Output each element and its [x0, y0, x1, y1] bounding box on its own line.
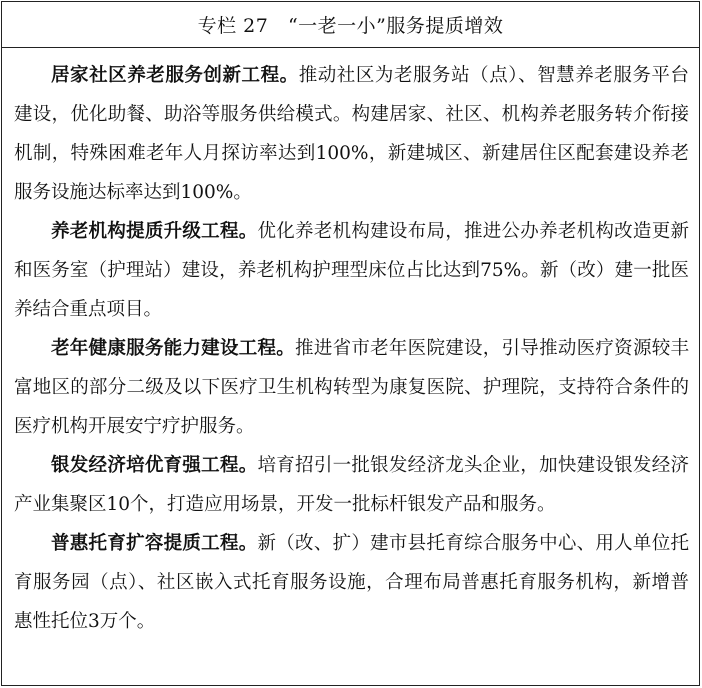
section-paragraph — [14, 329, 689, 446]
section-heading: 银发经济培优育强工程。 — [51, 455, 258, 476]
box-title-prefix: 专栏 27 — [197, 15, 269, 37]
section-paragraph — [14, 212, 689, 329]
box-content — [2, 48, 699, 641]
box-title-main: “一老一小”服务提质增效 — [287, 15, 504, 37]
section-paragraph — [14, 524, 689, 641]
section-heading: 养老机构提质升级工程。 — [51, 221, 258, 242]
section-paragraph — [14, 446, 689, 524]
section-body: 推动社区为老服务站（点）、智慧养老服务平台建设，优化助餐、助浴等服务供给模式。构建居家、社区、机构养老服务转介衔接机制，特殊困难老年人月探访率达到100%，新建城区、新建居住区配套建设养老服务设施达标率达到100%。 — [14, 65, 689, 203]
section-body: 培育招引一批银发经济龙头企业，加快建设银发经济产业集聚区10个，打造应用场景，开发一批标杆银发产品和服务。 — [14, 455, 689, 515]
title-gap — [268, 14, 288, 36]
box-title — [2, 2, 699, 48]
section-heading: 老年健康服务能力建设工程。 — [51, 338, 296, 359]
section-body: 新（改、扩）建市县托育综合服务中心、用人单位托育服务园（点）、社区嵌入式托育服务设施，合理布局普惠托育服务机构，新增普惠性托位3万个。 — [14, 533, 689, 632]
section-heading: 普惠托育扩容提质工程。 — [51, 533, 258, 554]
section-heading: 居家社区养老服务创新工程。 — [51, 65, 299, 86]
feature-box — [1, 1, 700, 686]
section-body: 优化养老机构建设布局，推进公办养老机构改造更新和医务室（护理站）建设，养老机构护理型床位占比达到75%。新（改）建一批医养结合重点项目。 — [14, 221, 689, 320]
section-body: 推进省市老年医院建设，引导推动医疗资源较丰富地区的部分二级及以下医疗卫生机构转型为康复医院、护理院，支持符合条件的医疗机构开展安宁疗护服务。 — [14, 338, 689, 437]
section-paragraph — [14, 56, 689, 212]
